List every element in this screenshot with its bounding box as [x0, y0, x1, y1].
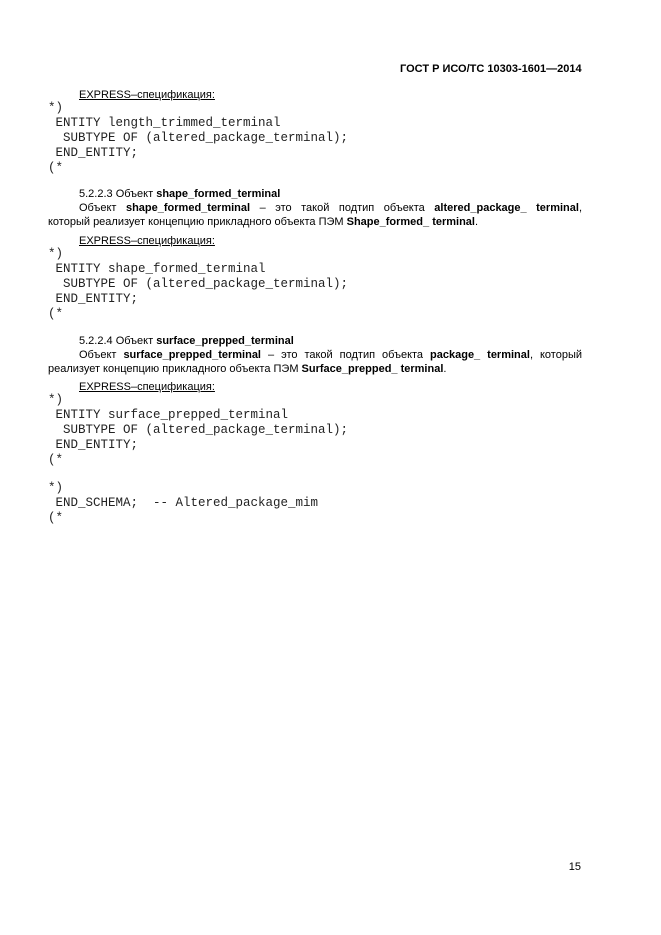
code-block [48, 481, 318, 526]
code-line: (* [48, 511, 64, 525]
code-block [48, 393, 348, 468]
code-line: END_ENTITY; [48, 438, 139, 452]
express-label: EXPRESS–спецификация: [79, 89, 215, 101]
code-block [48, 101, 348, 176]
express-label: EXPRESS–спецификация: [79, 381, 215, 393]
code-line: (* [48, 307, 64, 321]
code-line: END_ENTITY; [48, 292, 139, 306]
paragraph: Объект surface_prepped_terminal – это такой подтип объекта package_ terminal, который реализует концепцию прикладного объекта ПЭМ Surface_prepped_ terminal. [48, 349, 582, 375]
paragraph: Объект shape_formed_terminal – это такой подтип объекта altered_package_ terminal, который реализует концепцию прикладного объекта ПЭМ Shape_formed_ terminal. [48, 202, 582, 228]
code-line: (* [48, 453, 64, 467]
code-line: (* [48, 161, 64, 175]
code-line: *) [48, 247, 64, 261]
code-line: SUBTYPE OF (altered_package_terminal); [48, 423, 349, 437]
document-header: ГОСТ Р ИСО/ТС 10303-1601—2014 [400, 63, 582, 75]
section-heading: 5.2.2.3 Объект shape_formed_terminal [79, 188, 281, 200]
code-line: SUBTYPE OF (altered_package_terminal); [48, 131, 349, 145]
section-heading: 5.2.2.4 Объект surface_prepped_terminal [79, 335, 294, 347]
page-number: 15 [568, 861, 581, 873]
code-line: END_ENTITY; [48, 146, 139, 160]
code-line: *) [48, 393, 64, 407]
code-line: *) [48, 101, 64, 115]
code-line: *) [48, 481, 64, 495]
code-block [48, 247, 348, 322]
code-line: ENTITY length_trimmed_terminal [48, 116, 281, 130]
code-line: ENTITY shape_formed_terminal [48, 262, 266, 276]
code-line: END_SCHEMA; -- Altered_package_mim [48, 496, 319, 510]
express-label: EXPRESS–спецификация: [79, 235, 215, 247]
code-line: SUBTYPE OF (altered_package_terminal); [48, 277, 349, 291]
code-line: ENTITY surface_prepped_terminal [48, 408, 289, 422]
